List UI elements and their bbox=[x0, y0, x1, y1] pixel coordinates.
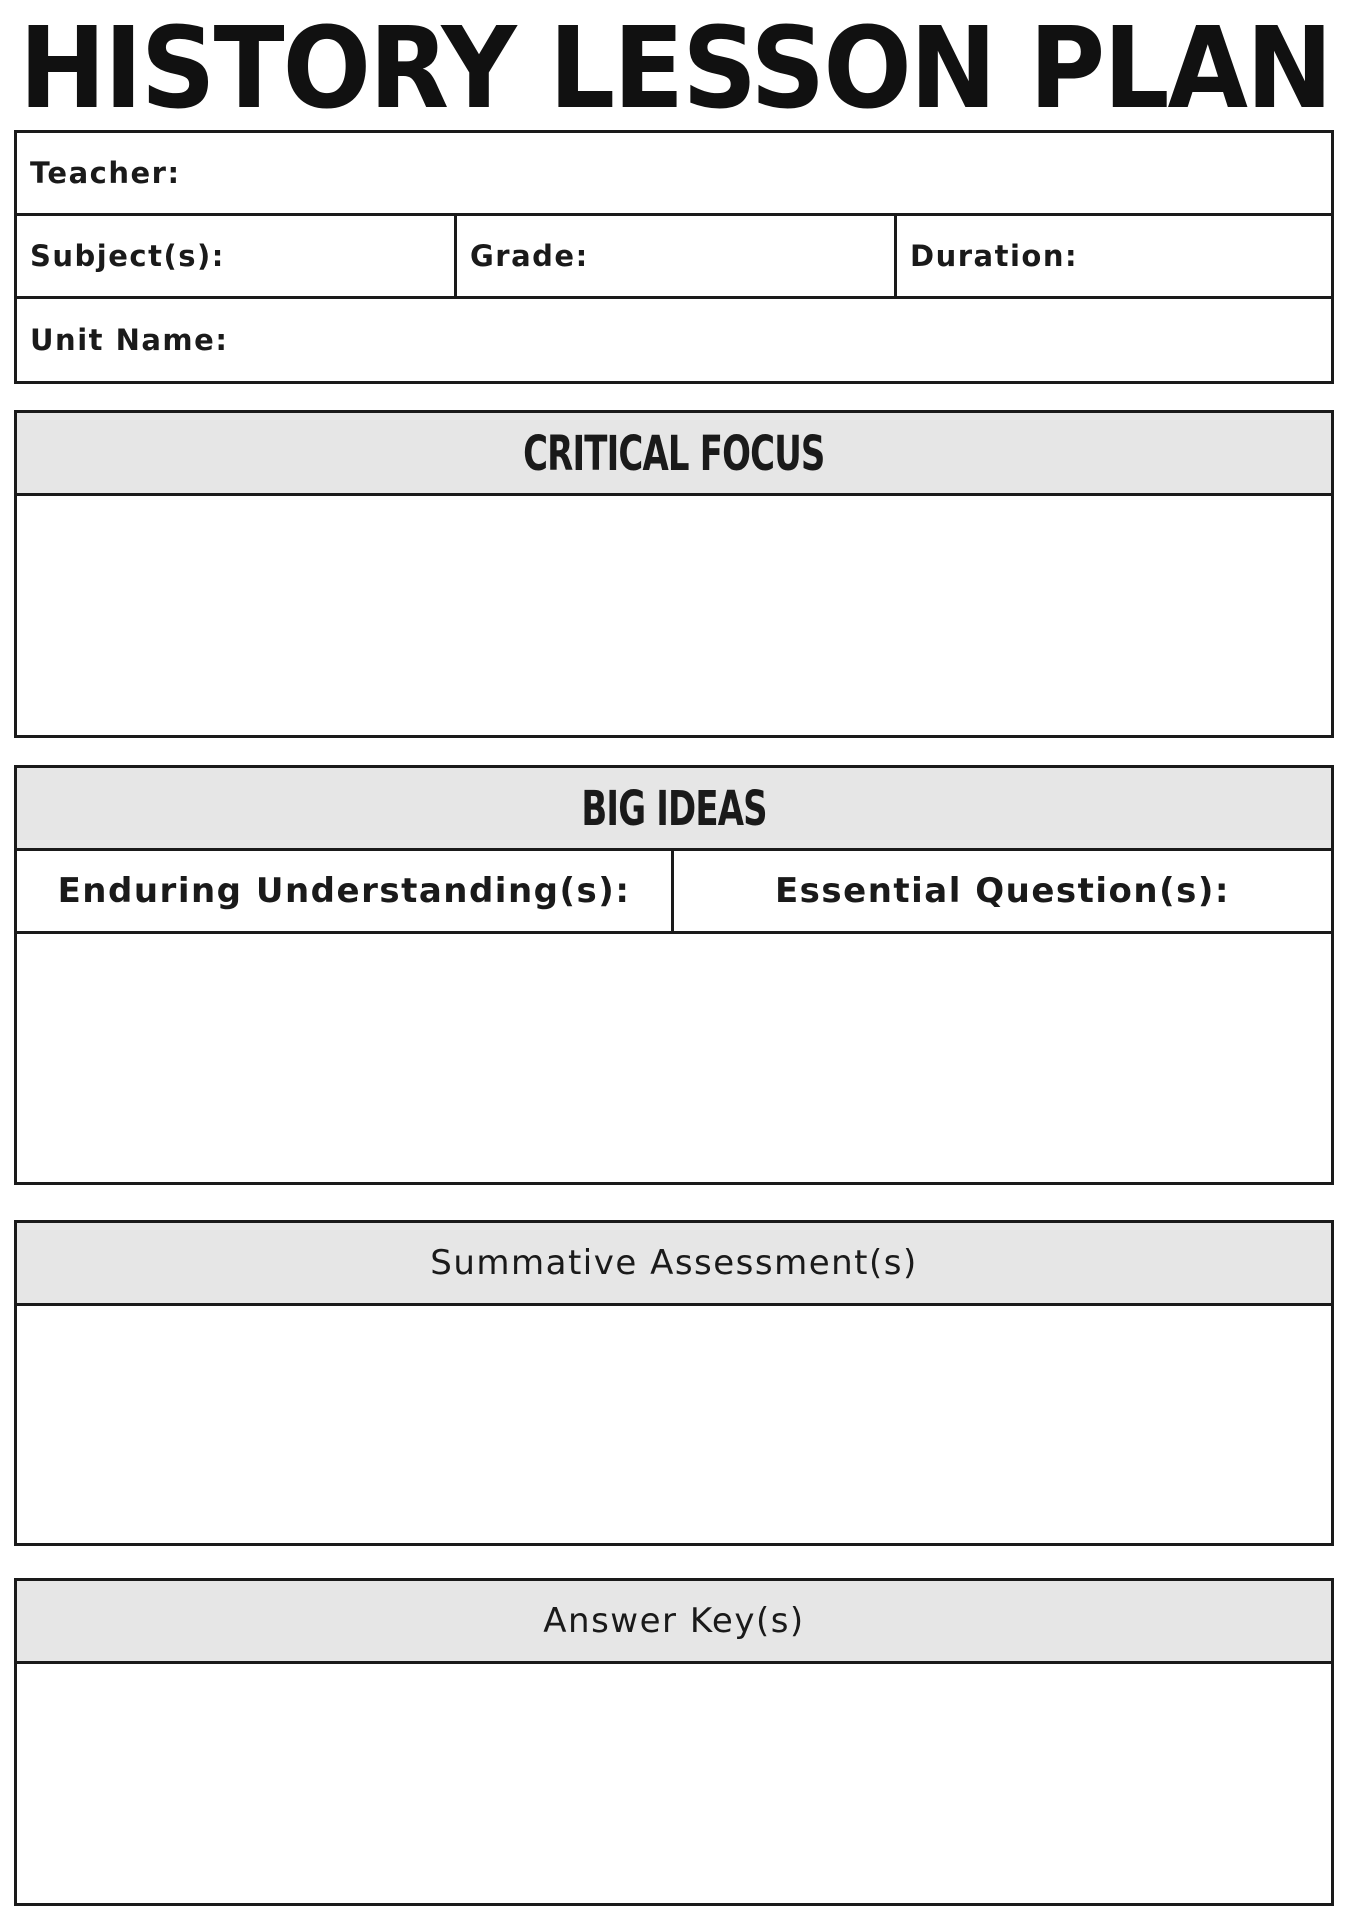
summative-assessment-section bbox=[14, 1220, 1334, 1546]
critical-focus-title: CRITICAL FOCUS bbox=[523, 424, 825, 482]
answer-key-title: Answer Key(s) bbox=[543, 1601, 805, 1641]
critical-focus-header bbox=[17, 413, 1331, 496]
enduring-understanding-header bbox=[17, 851, 674, 931]
subject-grade-duration-row bbox=[17, 216, 1331, 299]
big-ideas-section bbox=[14, 765, 1334, 1185]
grade-field[interactable] bbox=[457, 216, 897, 296]
teacher-label: Teacher: bbox=[30, 156, 181, 190]
answer-key-area[interactable] bbox=[17, 1664, 1331, 1903]
duration-field[interactable] bbox=[897, 216, 1331, 296]
summative-assessment-area[interactable] bbox=[17, 1306, 1331, 1543]
big-ideas-title: BIG IDEAS bbox=[581, 779, 767, 837]
critical-focus-section bbox=[14, 410, 1334, 738]
essential-question-label: Essential Question(s): bbox=[774, 871, 1231, 911]
big-ideas-columns bbox=[17, 851, 1331, 934]
answer-key-header bbox=[17, 1581, 1331, 1664]
big-ideas-area[interactable] bbox=[17, 934, 1331, 1182]
essential-question-header bbox=[674, 851, 1331, 931]
summative-assessment-header bbox=[17, 1223, 1331, 1306]
enduring-understanding-label: Enduring Understanding(s): bbox=[57, 871, 631, 911]
subject-field[interactable] bbox=[17, 216, 457, 296]
teacher-row[interactable] bbox=[17, 133, 1331, 216]
duration-label: Duration: bbox=[910, 239, 1079, 273]
grade-label: Grade: bbox=[470, 239, 589, 273]
answer-key-section bbox=[14, 1578, 1334, 1906]
big-ideas-header bbox=[17, 768, 1331, 851]
summative-assessment-title: Summative Assessment(s) bbox=[430, 1243, 918, 1283]
page-title: HISTORY LESSON PLAN bbox=[18, 2, 1332, 134]
lesson-info-box bbox=[14, 130, 1334, 384]
unit-name-label: Unit Name: bbox=[30, 323, 229, 357]
subject-label: Subject(s): bbox=[30, 239, 225, 273]
critical-focus-area[interactable] bbox=[17, 496, 1331, 735]
unit-name-row[interactable] bbox=[17, 299, 1331, 381]
